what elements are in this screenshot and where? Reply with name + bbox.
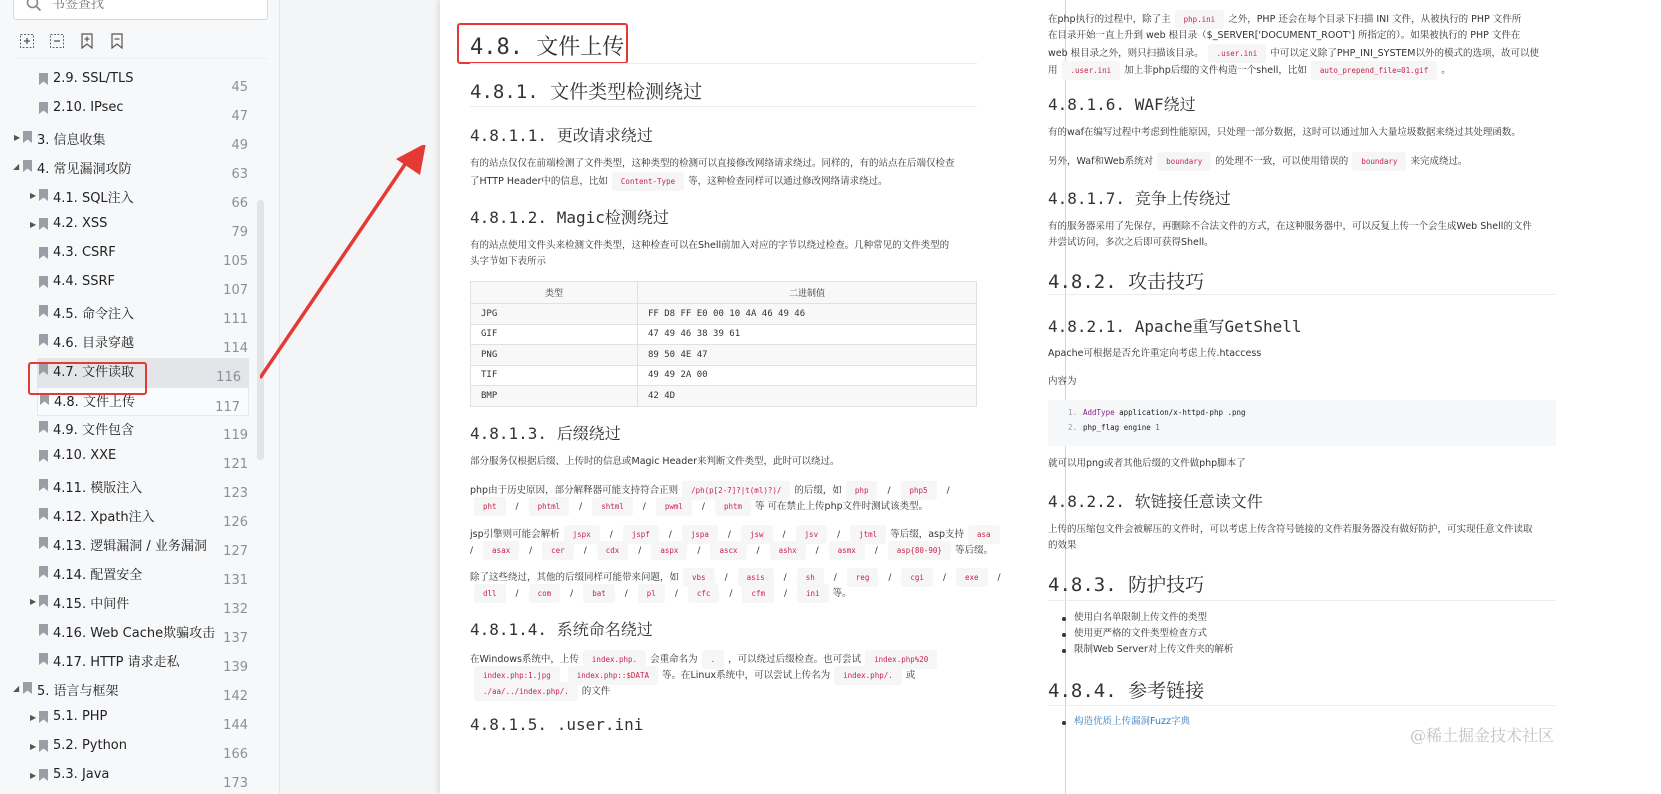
heading: 4.8.4. 参考链接 [1048,680,1205,702]
page-number: 121 [223,457,248,472]
column-header: 二进制值 [638,282,977,304]
paragraph: 的效果 [1048,540,1077,551]
bookmark-label: 4.6. 目录穿越 [53,336,134,351]
page-number: 126 [223,515,248,530]
inline-code: pht [474,497,506,516]
annotation-arrow-icon [260,145,440,385]
bookmark-search[interactable] [13,0,268,20]
inline-code: .user.ini [1062,61,1121,80]
text: 或 [905,670,916,681]
inline-code: phtm [715,497,751,516]
code-text: php_flag engine [1083,423,1156,432]
inline-code: com [529,584,561,603]
cell: PNG [471,345,638,366]
text: web 根目录之外，则只扫描该目录。 [1048,48,1204,59]
bookmark-icon [23,160,32,172]
table-row [471,365,977,386]
bookmark-item[interactable] [0,445,268,474]
page-number: 107 [223,283,248,298]
divider [13,58,268,59]
caret-right-icon[interactable]: ▶ [30,713,37,722]
cell: JPG [471,304,638,325]
heading: 4.8.1.5. .user.ini [470,715,644,734]
bookmark-label: 4.16. Web Cache欺骗攻击 [53,626,216,641]
bookmark-label: 4.3. CSRF [53,245,116,260]
table-header-row [471,282,977,304]
heading: 4.8.2.1. Apache重写GetShell [1048,317,1302,336]
text: 等后缀。 [954,545,993,556]
reference-list [1060,714,1190,730]
bookmark-label: 4.2. XSS [53,216,108,231]
inline-code: /ph(p[2-7]?|t(ml)?)/ [682,481,790,500]
bookmark-icon [39,624,48,636]
inline-code: dll [474,584,506,603]
paragraph: 在目录开始一直上升到 web 根目录（$_SERVER['DOCUMENT_ROOT'] 所指定的）。如果被执行的 PHP 文件在 [1048,30,1521,41]
paragraph: 上传的压缩包文件会被解压的文件时，可以考虑上传含符号链接的文件若服务器没有做好防护，可实现任意文件读取 [1048,524,1533,535]
divider [470,106,977,107]
bookmark-label: 5. 语言与框架 [37,684,119,699]
text: 等。在Linux系统中，可以尝试上传名为 [661,670,831,681]
text: 等。 [832,588,852,599]
heading: 4.8.1.1. 更改请求绕过 [470,126,653,145]
text: 等 可在禁止上传php文件时测试该类型。 [755,501,929,512]
text: 等，这种检查同样可以通过修改网络请求绕过。 [688,176,888,187]
page-number: 79 [231,225,248,240]
bookmark-item[interactable] [0,735,268,764]
pdf-page-right [1065,0,1661,794]
paragraph: 有的站点使用文件头来检测文件类型，这种检查可以在Shell前加入对应的字节以绕过检查。几种常见的文件类型的 [470,240,950,251]
paragraph: 部分服务仅根据后缀、上传时的信息或Magic Header来判断文件类型，此时可以绕过。 [470,456,840,467]
bookmark-item[interactable] [0,126,268,155]
bookmark-label: 4.13. 逻辑漏洞 / 业务漏洞 [53,539,207,554]
inline-code: Content-Type [612,172,684,191]
bookmark-label: 4.17. HTTP 请求走私 [53,655,180,670]
code-line [1083,408,1246,417]
inline-code: aspx [651,541,687,560]
bookmark-item[interactable] [0,764,268,793]
inline-code: asax [483,541,519,560]
text: 的处理不一致，可以使用错误的 [1215,156,1349,167]
text: 另外，Waf和Web系统对 [1048,156,1154,167]
bookmark-icon [39,711,48,723]
inline-code: jspx [564,525,600,544]
line-number: 2. [1068,423,1078,432]
inline-code: cfc [688,584,720,603]
bookmark-icon[interactable] [108,32,126,50]
page-number: 45 [231,80,248,95]
inline-code: . [702,650,725,669]
table-row [471,386,977,407]
bookmark-item[interactable] [0,619,268,648]
inline-code: jspf [623,525,659,544]
bookmark-icon [39,102,48,114]
bookmark-icon [39,305,48,317]
bookmark-icon [39,508,48,520]
cell: 47 49 46 38 39 61 [638,324,977,345]
bookmark-label: 5.2. Python [53,738,128,753]
bookmark-item[interactable] [0,503,268,532]
heading: 4.8.3. 防护技巧 [1048,574,1205,596]
table-row [471,304,977,325]
bookmark-item[interactable] [0,97,268,126]
paragraph [470,172,888,191]
page-number: 111 [223,312,248,327]
divider [1048,600,1556,601]
inline-code: cer [542,541,574,560]
text: 用 [1048,65,1058,76]
page-title: 4.8. 文件上传 [470,35,625,60]
caret-right-icon[interactable]: ▶ [30,191,37,200]
page-number: 116 [216,370,241,385]
inline-code: ./aa/../index.php/. [474,682,578,701]
bookmark-icon [39,566,48,578]
viewer-background [281,0,438,794]
bookmark-icon [39,479,48,491]
bookmark-search-input[interactable] [52,0,242,12]
inline-code: exe [956,568,988,587]
text: 加上非php后缀的文件构造一个shell，比如 [1124,65,1307,76]
page-number: 47 [231,109,248,124]
text: 中可以定义除了PHP_INI_SYSTEM以外的模式的选项，故可以使 [1270,48,1539,59]
bookmark-label: 4.7. 文件读取 [53,365,134,380]
bookmark-label: 4. 常见漏洞攻防 [37,162,132,177]
bookmark-icon [39,334,48,346]
bookmark-item[interactable] [0,213,268,242]
inline-code: vbs [683,568,715,587]
paragraph [470,682,610,701]
bookmark-icon [39,653,48,665]
cell: TIF [471,365,638,386]
inline-code: php [846,481,878,500]
page-number: 144 [223,718,248,733]
inline-code: reg [847,568,879,587]
caret-down-icon[interactable]: ◢ [13,162,20,171]
bookmark-sidebar [0,0,280,794]
bookmark-icon [39,421,48,433]
cell: GIF [471,324,638,345]
inline-code: ashx [770,541,806,560]
caret-right-icon[interactable]: ▶ [30,220,37,229]
heading: 4.8.1.2. Magic检测绕过 [470,208,669,227]
paragraph: Apache可根据是否允许重定向考虑上传.htaccess [1048,348,1262,359]
divider [1048,294,1556,295]
inline-code: ini [797,584,829,603]
page-number: 127 [223,544,248,559]
add-bookmark-icon[interactable] [78,32,96,50]
text: 来完成绕过。 [1410,156,1468,167]
inline-code: index.php%20 [865,650,937,669]
inline-code: sh [797,568,824,587]
bookmark-icon [39,740,48,752]
code-block [1048,400,1556,446]
page-number: 142 [223,689,248,704]
inline-code: jsw [741,525,773,544]
bookmark-icon [39,218,48,230]
bookmark-item[interactable] [0,677,268,706]
bookmark-label: 4.5. 命令注入 [53,307,134,322]
bookmark-icon [39,595,48,607]
bookmark-label: 4.11. 模版注入 [53,481,143,496]
page-number: 123 [223,486,248,501]
heading: 4.8.2.2. 软链接任意读文件 [1048,492,1263,511]
inline-code: php.ini [1175,10,1225,29]
bookmark-toolbar [18,32,126,54]
bookmark-icon [39,73,48,85]
bookmark-icon [39,537,48,549]
bookmark-item[interactable] [0,648,268,677]
inline-code: auto_prepend_file=01.gif [1311,61,1437,80]
bookmark-item[interactable] [0,474,268,503]
heading: 4.8.2. 攻击技巧 [1048,271,1205,293]
page-number: 173 [223,776,248,791]
text: 的后缀，如 [794,485,842,496]
paragraph [1048,152,1467,171]
inline-code: bat [583,584,615,603]
inline-code: index.php::$DATA [568,666,658,685]
cell: FF D8 FF E0 00 10 4A 46 49 46 [638,304,977,325]
text: jsp引擎则可能会解析 [470,529,560,540]
bookmark-item[interactable] [0,706,268,735]
inline-code: .user.ini [1208,44,1267,63]
bookmark-label: 4.4. SSRF [53,274,115,289]
bookmark-label: 4.10. XXE [53,448,117,463]
text: 等后缀，asp支持 [890,529,965,540]
bookmark-label: 4.8. 文件上传 [54,395,135,410]
text: ，可以绕过后缀检查。也可尝试 [728,654,862,665]
text: 。 [1441,65,1451,76]
list-item: 限制Web Server对上传文件夹的解析 [1060,642,1233,658]
text: 了HTTP Header中的信息，比如 [470,176,608,187]
caret-right-icon[interactable]: ▶ [14,133,21,142]
bookmark-icon [39,450,48,462]
page-number: 63 [231,167,248,182]
caret-down-icon[interactable]: ◢ [13,684,20,693]
divider [1048,705,1556,706]
bookmark-label: 5.1. PHP [53,709,108,724]
inline-code: asp{80-90} [888,541,951,560]
bookmark-label: 5.3. Java [53,767,110,782]
inline-code: cdx [597,541,629,560]
heading: 4.8.1.4. 系统命名绕过 [470,620,653,639]
expand-all-icon[interactable] [18,32,36,50]
page-number: 49 [231,138,248,153]
cell: 89 50 4E 47 [638,345,977,366]
heading: 4.8.1. 文件类型检测绕过 [470,81,703,103]
code-text: application/x-httpd-php .png [1114,408,1246,417]
bookmark-item[interactable] [0,242,268,271]
column-header: 类型 [471,282,638,304]
cell: 49 49 2A 00 [638,365,977,386]
inline-code: jsv [796,525,828,544]
page-number: 105 [223,254,248,269]
inline-code: index.php. [583,650,646,669]
code-number: 1 [1155,423,1160,432]
bookmark-label: 4.15. 中间件 [53,597,130,612]
inline-code: asa [968,525,1000,544]
caret-right-icon[interactable]: ▶ [30,771,37,780]
paragraph: 就可以用png或者其他后缀的文件做php脚本了 [1048,458,1246,469]
paragraph: 内容为 [1048,376,1077,387]
bookmark-icon [39,276,48,288]
bookmark-item[interactable] [0,532,268,561]
paragraph: pht / phtml / shtml / pwml / phtm 等 可在禁止上传php文件时测试该类型。 [470,497,928,516]
bookmark-item[interactable] [0,416,268,445]
bookmark-item[interactable] [0,300,268,329]
bookmark-icon [23,682,32,694]
caret-right-icon[interactable]: ▶ [30,597,37,606]
paragraph: php由于历史原因，部分解释器可能支持符合正则 /ph(p[2-7]?|t(ml)?)/ 的后缀，如 php / php5 / [470,481,956,500]
line-number: 1. [1068,408,1078,417]
bookmark-label: 2.10. IPsec [53,100,124,115]
bookmark-item[interactable] [0,590,268,619]
inline-code: jspa [682,525,718,544]
magic-bytes-table [470,281,977,407]
inline-code: pl [638,584,665,603]
paragraph [1048,61,1451,80]
page-number: 114 [223,341,248,356]
inline-code: asis [738,568,774,587]
bookmark-item[interactable] [0,561,268,590]
paragraph: 头字节如下表所示 [470,256,547,267]
text: 除了这些绕过，其他的后缀同样可能带来问题，如 [470,572,680,583]
inline-code: ascx [710,541,746,560]
paragraph: 有的服务器采用了先保存，再删除不合法文件的方式，在这种服务器中，可以反复上传一个会生成Web Shell的文件 [1048,221,1532,232]
inline-code: boundary [1352,152,1406,171]
inline-code: pwml [656,497,692,516]
text: php由于历史原因，部分解释器可能支持符合正则 [470,485,679,496]
bookmark-icon [39,769,48,781]
text: 在php执行的过程中，除了主 [1048,14,1171,25]
bookmark-label: 2.9. SSL/TLS [53,71,134,86]
heading: 4.8.1.3. 后缀绕过 [470,424,621,443]
bookmark-icon [23,131,32,143]
text: 之外，PHP 还会在每个目录下扫描 INI 文件，从被执行的 PHP 文件所 [1228,14,1522,25]
code-keyword: AddType [1083,408,1115,417]
text: 会重命名为 [650,654,698,665]
inline-code: index.php:1.jpg [474,666,560,685]
bookmark-label: 4.9. 文件包含 [53,423,134,438]
paragraph: 有的站点仅仅在前端检测了文件类型，这种类型的检测可以直接修改网络请求绕过。同样的，有的站点在后端仅检查 [470,158,955,169]
paragraph: dll / com / bat / pl / cfc / cfm / ini 等。 [470,584,852,603]
cell: BMP [471,386,638,407]
annotation-box [28,362,147,395]
bookmark-item[interactable] [0,329,268,358]
text: 的文件 [581,686,611,697]
inline-code: shtml [592,497,633,516]
bookmark-icon [39,247,48,259]
reference-link[interactable]: 构造优质上传漏洞Fuzz字典 [1060,714,1190,730]
search-icon [26,0,42,12]
page-number: 131 [223,573,248,588]
inline-code: cfm [742,584,774,603]
collapse-all-icon[interactable] [48,32,66,50]
bookmark-label: 4.1. SQL注入 [53,191,134,206]
paragraph: jsp引擎则可能会解析 jspx / jspf / jspa / jsw / jsv / jtml 等后缀，asp支持 asa [470,525,1004,544]
list-item: 使用更严格的文件类型检查方式 [1060,626,1233,642]
page-number: 119 [223,428,248,443]
paragraph: 有的waf在编写过程中考虑到性能原因，只处理一部分数据，这时可以通过加入大量垃圾数据来绕过其处理函数。 [1048,127,1521,138]
inline-code: phtml [529,497,570,516]
page-number: 117 [215,400,240,415]
bookmark-tree [0,68,268,793]
inline-code: asmx [829,541,865,560]
table-row [471,345,977,366]
defense-list [1060,610,1233,658]
cell: 42 4D [638,386,977,407]
bookmark-label: 4.12. Xpath注入 [53,510,155,525]
inline-code: jtml [850,525,886,544]
inline-code: cgi [901,568,933,587]
paragraph: / asax / cer / cdx / aspx / ascx / ashx / asmx / asp{80-90} 等后缀。 [470,541,993,560]
paragraph: 除了这些绕过，其他的后缀同样可能带来问题，如 vbs / asis / sh / reg / cgi / exe / [470,568,1007,587]
page-number: 139 [223,660,248,675]
caret-right-icon[interactable]: ▶ [30,742,37,751]
bookmark-item[interactable] [0,184,268,213]
bookmark-label: 3. 信息收集 [37,133,106,148]
bookmark-item[interactable] [0,271,268,300]
heading: 4.8.1.6. WAF绕过 [1048,95,1196,114]
inline-code: index.php/. [834,666,902,685]
page-number: 66 [231,196,248,211]
bookmark-icon [39,189,48,201]
bookmark-item[interactable] [0,68,268,97]
page-number: 132 [223,602,248,617]
text: 在Windows系统中，上传 [470,654,579,665]
bookmark-label: 4.14. 配置安全 [53,568,143,583]
watermark: @稀土掘金技术社区 [1410,726,1555,745]
code-line [1083,423,1160,432]
paragraph: 并尝试访问，多次之后即可获得Shell。 [1048,237,1214,248]
list-item: 使用白名单限制上传文件的类型 [1060,610,1233,626]
heading: 4.8.1.7. 竞争上传绕过 [1048,189,1231,208]
table-row [471,324,977,345]
inline-code: php5 [901,481,937,500]
inline-code: boundary [1157,152,1211,171]
page-number: 166 [223,747,248,762]
divider [470,63,977,64]
bookmark-item[interactable] [0,155,268,184]
page-number: 137 [223,631,248,646]
page-gap [1020,0,1065,794]
